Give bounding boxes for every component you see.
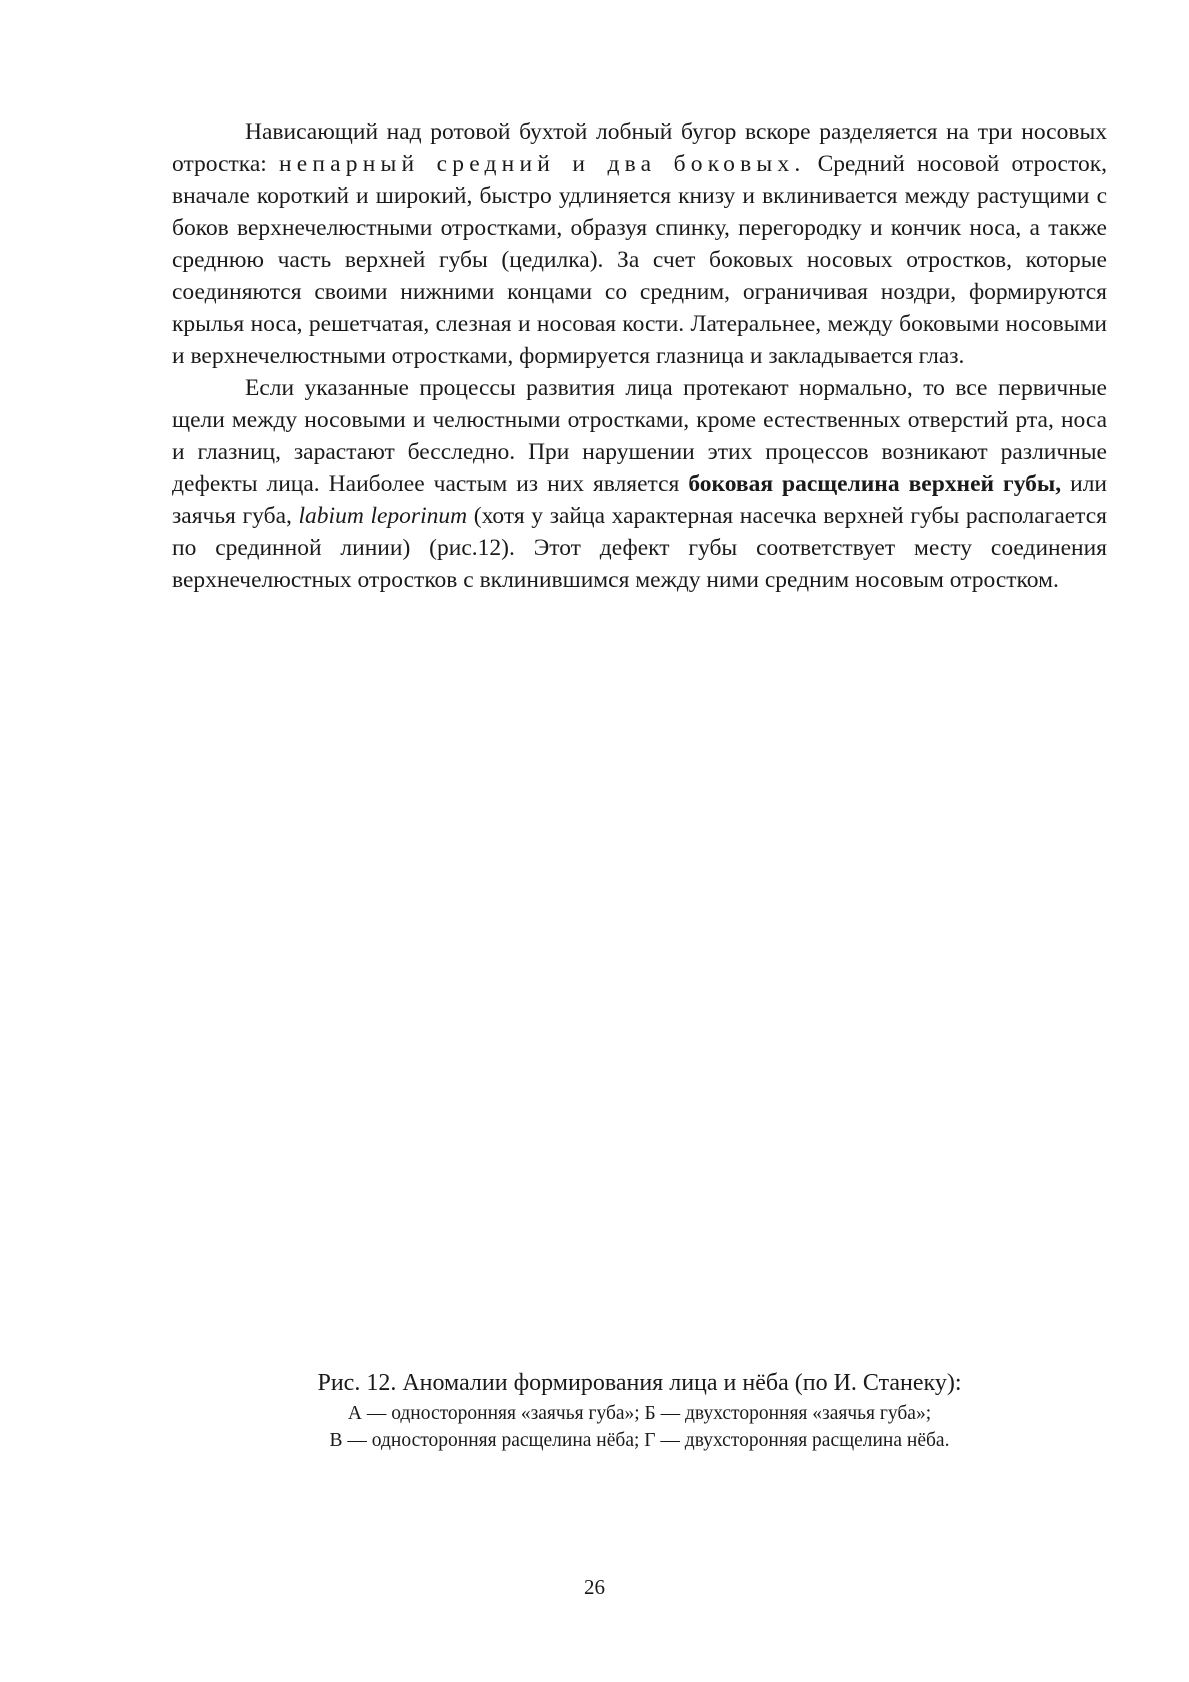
spaced-emphasis: непарный средний и два боковых.: [278, 151, 806, 177]
paragraph-1: [172, 116, 1107, 372]
latin-term: labium leporinum: [298, 503, 468, 529]
paragraph-2: [172, 372, 1107, 596]
caption-title: Рис. 12. Аномалии формирования лица и нёба (по И. Станеку):: [317, 1370, 962, 1396]
paragraph-2-text-c: (хотя у зайца характерная насечка верхней губы располагается по срединной линии) (рис.12). Этот дефект губы соответствует месту соединения верхнечелюстных отростков с вклинившимся между ними средним носовым отростком.: [172, 503, 1107, 593]
bold-term: боковая расщелина верхней губы,: [688, 471, 1062, 497]
figure-caption: [172, 1366, 1107, 1454]
paragraph-2-text-a: Если указанные процессы развития лица протекают нормально, то все первичные щели между носовыми и челюстными отростками, кроме естественных отверстий рта, носа и глазниц, зарастают бесследно. При нарушении этих процессов возникают различные дефекты лица. Наиболее частым из них является: [172, 375, 1107, 497]
paragraph-1-text-a: Нависающий над ротовой бухтой лобный бугор вскоре разделяется на три носовых отростка:: [172, 119, 1107, 177]
paragraph-2-text-b: или заячья губа,: [172, 471, 1107, 529]
figure-area: [172, 740, 1107, 1360]
page-number: 26: [584, 1575, 605, 1599]
caption-line-1: А — односторонняя «заячья губа»; Б — двухсторонняя «заячья губа»;: [347, 1403, 932, 1424]
paragraph-1-text-b: Средний носовой отросток, вначале короткий и широкий, быстро удлиняется книзу и вклинивается между растущими с боков верхнечелюстными отростками, образуя спинку, перегородку и кончик носа, а также среднюю часть верхней губы (цедилка). За счет боковых носовых отростков, которые соединяются своими нижними концами со средним, ограничивая ноздри, формируются крылья носа, решетчатая, слезная и носовая кости. Латеральнее, между боковыми носовыми и верхнечелюстными отростками, формируется глазница и закладывается глаз.: [172, 151, 1107, 369]
body-text: [172, 116, 1107, 596]
caption-line-2: В — односторонняя расщелина нёба; Г — двухсторонняя расщелина нёба.: [329, 1430, 950, 1451]
